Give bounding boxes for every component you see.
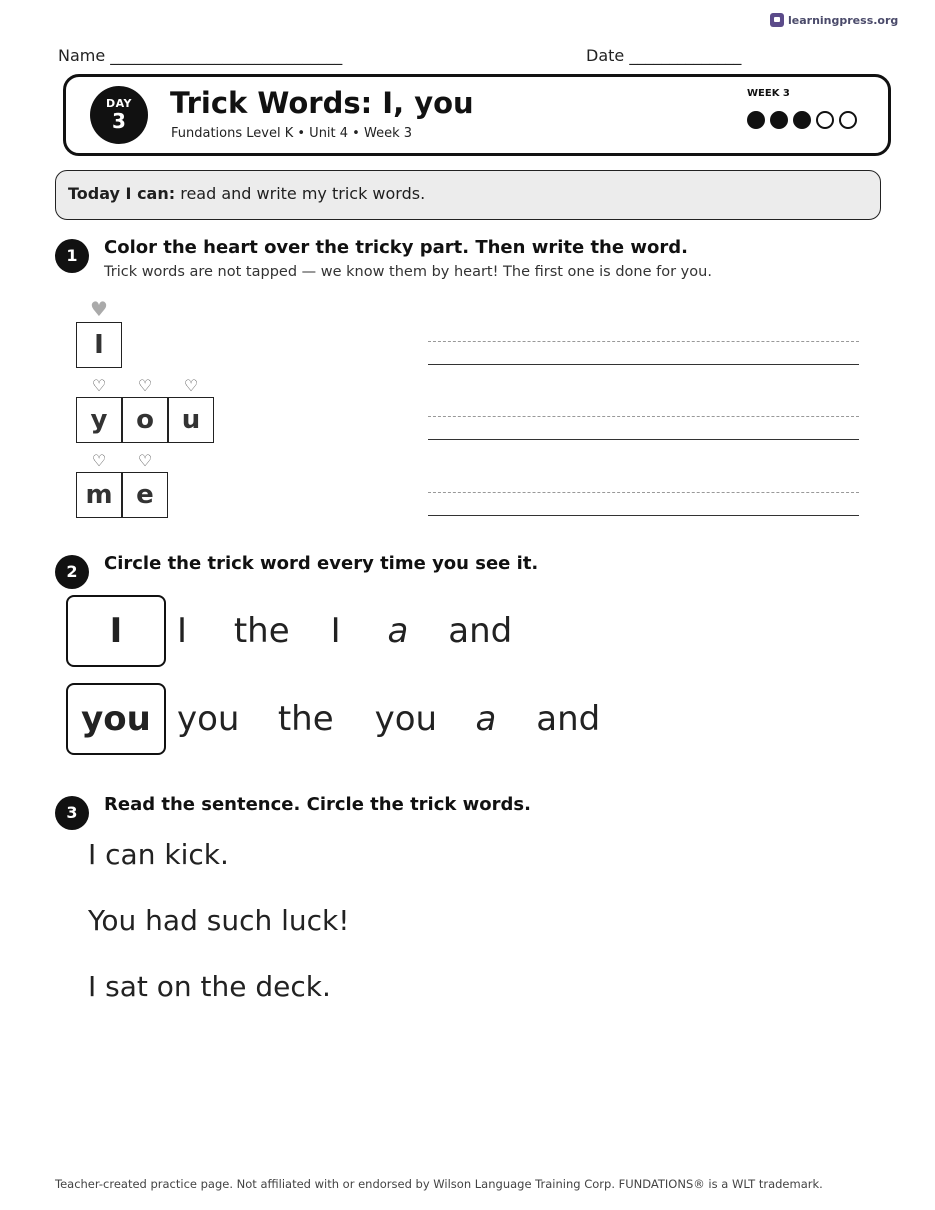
page-title: Trick Words: I, you bbox=[170, 86, 474, 120]
week-progress bbox=[747, 111, 857, 129]
progress-dot bbox=[793, 111, 811, 129]
write-line-guide-1 bbox=[428, 341, 859, 342]
circle-word[interactable]: I bbox=[330, 611, 341, 651]
question-3-number: 3 bbox=[55, 796, 89, 830]
question-1-number: 1 bbox=[55, 239, 89, 273]
heart-icon[interactable]: ♡ bbox=[91, 376, 107, 395]
circle-word[interactable]: you bbox=[374, 699, 438, 739]
page-subtitle: Fundations Level K • Unit 4 • Week 3 bbox=[171, 126, 412, 141]
write-line-1[interactable] bbox=[428, 364, 859, 365]
circle-word[interactable]: a bbox=[475, 699, 497, 739]
letter-tile: e bbox=[122, 472, 168, 518]
circle-word[interactable]: the bbox=[233, 611, 290, 651]
today-label: Today I can: bbox=[68, 184, 176, 203]
question-3-title: Read the sentence. Circle the trick words. bbox=[104, 794, 531, 815]
circle-word[interactable]: you bbox=[177, 699, 240, 739]
progress-dot bbox=[839, 111, 857, 129]
letter-tile: u bbox=[168, 397, 214, 443]
heart-icon[interactable]: ♡ bbox=[183, 376, 199, 395]
word-row-1 bbox=[177, 611, 512, 651]
brand-text: learningpress.org bbox=[788, 13, 899, 27]
letter-tile: o bbox=[122, 397, 168, 443]
progress-dot bbox=[770, 111, 788, 129]
footer-note: Teacher-created practice page. Not affiliated with or endorsed by Wilson Language Training Corp. FUNDATIONS® is a WLT trademark. bbox=[55, 1177, 823, 1191]
letter-tile: y bbox=[76, 397, 122, 443]
circle-word[interactable]: and bbox=[448, 611, 513, 651]
heart-icon[interactable]: ♡ bbox=[137, 451, 153, 470]
day-badge bbox=[90, 86, 148, 144]
write-line-2[interactable] bbox=[428, 439, 859, 440]
question-1-subtitle: Trick words are not tapped — we know them by heart! The first one is done for you. bbox=[104, 264, 712, 280]
write-line-guide-3 bbox=[428, 492, 859, 493]
day-number: 3 bbox=[112, 109, 126, 133]
write-line-guide-2 bbox=[428, 416, 859, 417]
progress-dot bbox=[747, 111, 765, 129]
day-label: DAY bbox=[105, 97, 133, 110]
sentence-3[interactable]: I sat on the deck. bbox=[88, 970, 331, 1003]
circle-word[interactable]: a bbox=[387, 611, 409, 651]
today-text: read and write my trick words. bbox=[175, 184, 426, 203]
target-word-box-2: you bbox=[66, 683, 166, 755]
sentence-1[interactable]: I can kick. bbox=[88, 838, 229, 871]
heart-icon[interactable]: ♥ bbox=[90, 297, 108, 321]
letter-tile: I bbox=[76, 322, 122, 368]
progress-dot bbox=[816, 111, 834, 129]
target-word-box-1: I bbox=[66, 595, 166, 667]
letter-tile: m bbox=[76, 472, 122, 518]
write-line-3[interactable] bbox=[428, 515, 859, 516]
today-i-can-box bbox=[55, 170, 881, 220]
heart-icon[interactable]: ♡ bbox=[137, 376, 153, 395]
heart-icon[interactable]: ♡ bbox=[91, 451, 107, 470]
name-line[interactable]: Name _____________________________ bbox=[58, 46, 343, 65]
question-1-title: Color the heart over the tricky part. Then write the word. bbox=[104, 237, 688, 258]
date-line[interactable]: Date ______________ bbox=[586, 46, 742, 65]
word-row-2 bbox=[177, 699, 600, 739]
question-2-number: 2 bbox=[55, 555, 89, 589]
circle-word[interactable]: the bbox=[277, 699, 334, 739]
sentence-2[interactable]: You had such luck! bbox=[88, 904, 350, 937]
circle-word[interactable]: and bbox=[536, 699, 601, 739]
brand-logo-icon bbox=[770, 13, 784, 27]
question-2-title: Circle the trick word every time you see it. bbox=[104, 553, 539, 574]
week-label: WEEK 3 bbox=[747, 88, 790, 99]
brand-logo bbox=[770, 13, 898, 27]
circle-word[interactable]: I bbox=[177, 611, 188, 651]
